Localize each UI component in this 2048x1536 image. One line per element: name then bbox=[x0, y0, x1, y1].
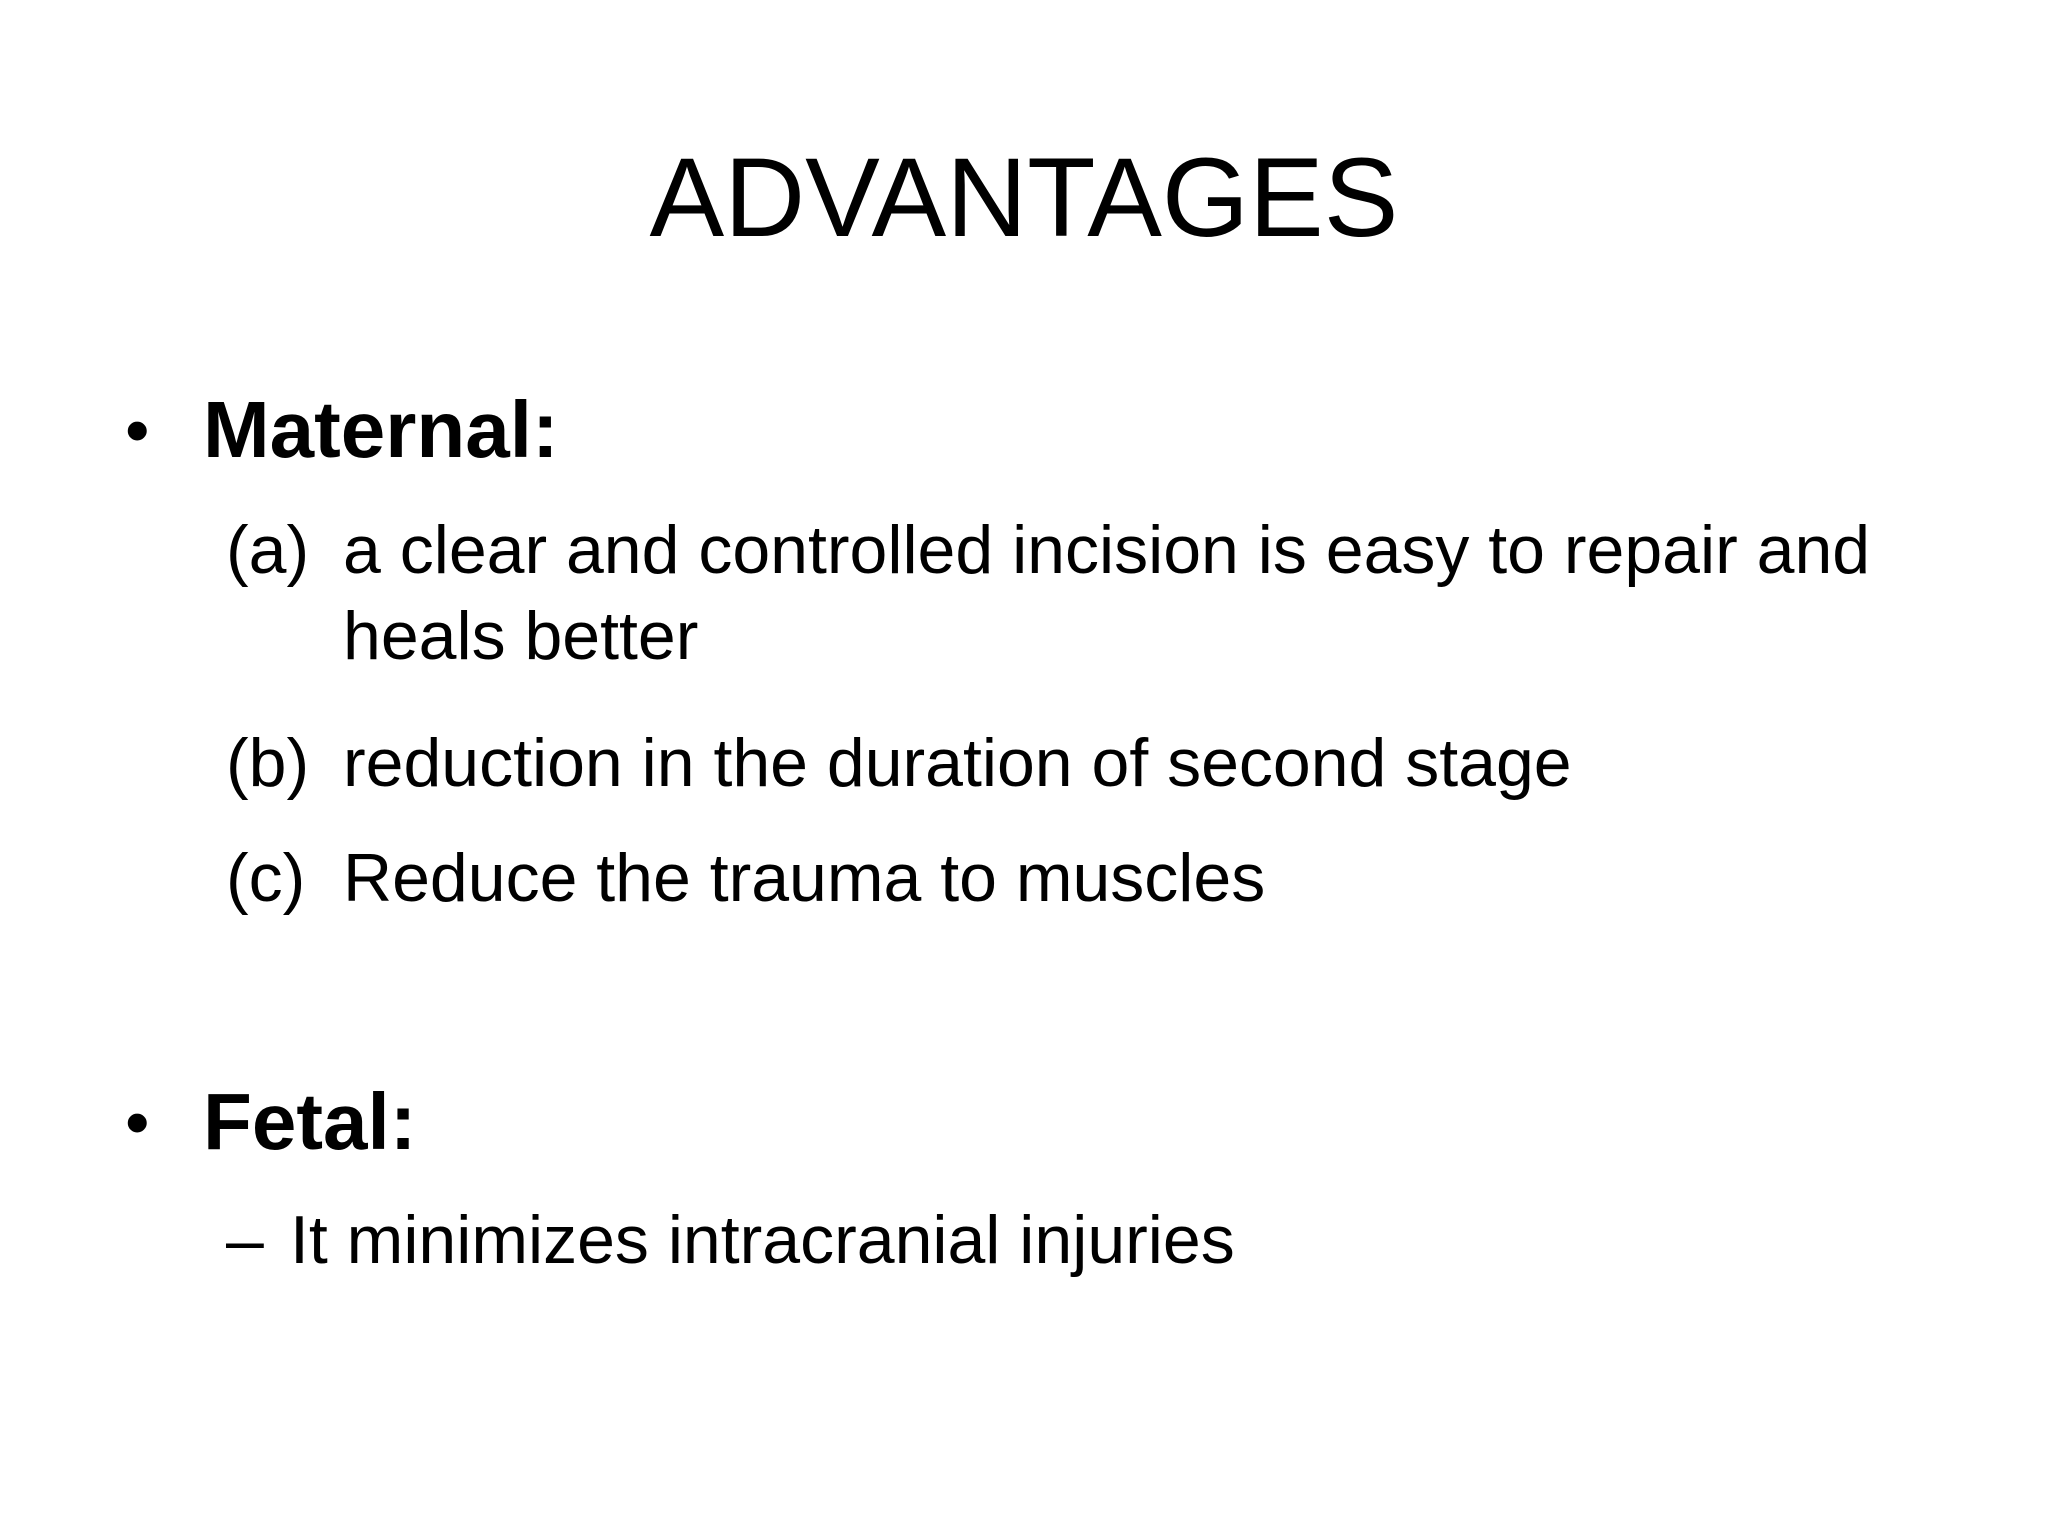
sub-item-text: a clear and controlled incision is easy to repair and heals better bbox=[343, 512, 1871, 674]
section-heading-maternal: Maternal: bbox=[203, 385, 559, 474]
section-heading-fetal: Fetal: bbox=[203, 1077, 417, 1166]
sub-item-text: reduction in the duration of second stage bbox=[343, 725, 1572, 801]
dash-icon: – bbox=[226, 1202, 264, 1278]
sub-item-text: It minimizes intracranial injuries bbox=[290, 1202, 1235, 1278]
sub-item-marker: (b) bbox=[226, 725, 310, 801]
bullet-icon: • bbox=[125, 391, 150, 469]
bullet-icon: • bbox=[125, 1083, 150, 1161]
sub-item-marker: (c) bbox=[226, 840, 306, 916]
sub-item-text: Reduce the trauma to muscles bbox=[343, 840, 1266, 916]
slide-title: ADVANTAGES bbox=[649, 135, 1399, 260]
sub-item-marker: (a) bbox=[226, 512, 310, 588]
